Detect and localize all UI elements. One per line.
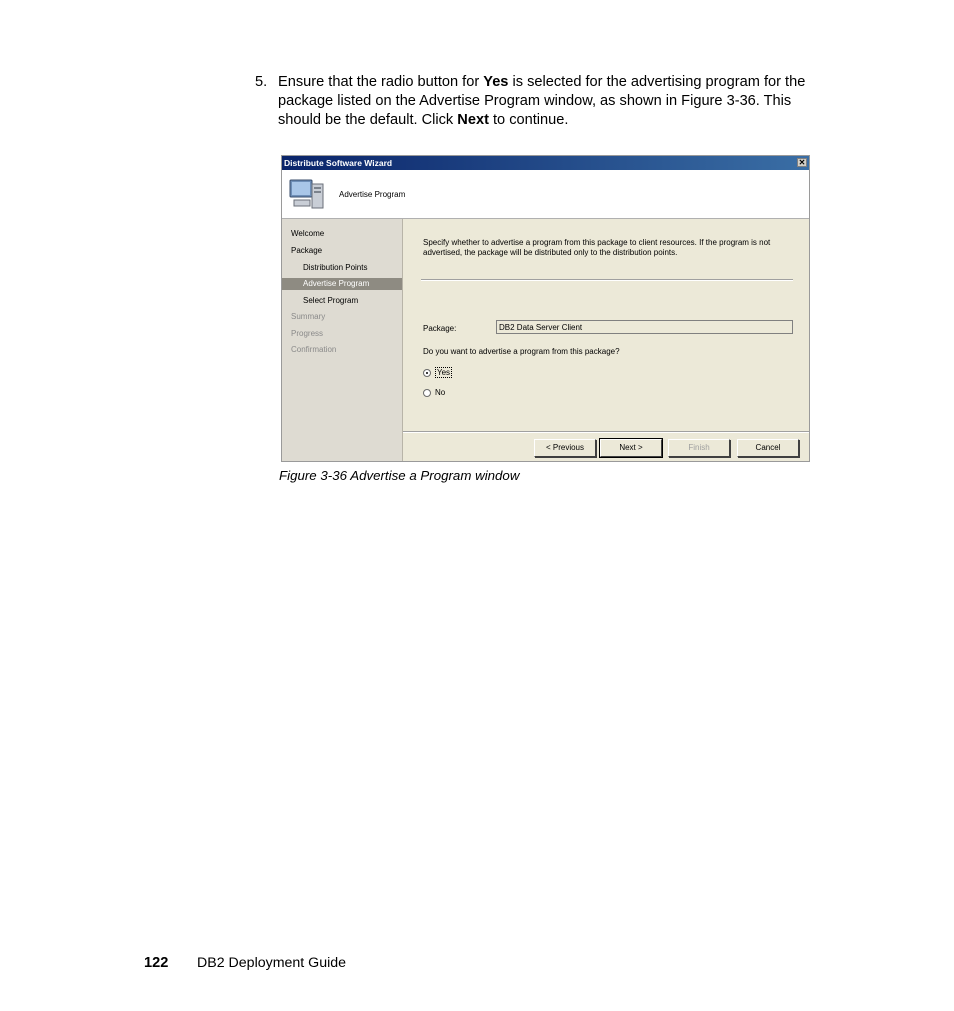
sidebar-item-welcome: Welcome bbox=[291, 229, 325, 238]
header-title: Advertise Program bbox=[339, 190, 406, 199]
radio-no-indicator[interactable] bbox=[423, 389, 431, 397]
sidebar-item-select-program: Select Program bbox=[303, 296, 359, 305]
previous-button[interactable]: < Previous bbox=[534, 439, 596, 457]
sidebar-item-summary: Summary bbox=[291, 312, 326, 321]
wizard-header bbox=[282, 170, 809, 219]
advertise-question: Do you want to advertise a program from this package? bbox=[423, 347, 620, 356]
figure-caption: Figure 3-36 Advertise a Program window bbox=[279, 468, 520, 483]
step-text-part-1: Ensure that the radio button for bbox=[278, 74, 484, 90]
footer-title: DB2 Deployment Guide bbox=[197, 955, 347, 971]
radio-no-label: No bbox=[435, 388, 446, 397]
radio-yes-indicator[interactable] bbox=[423, 369, 431, 377]
step-number: 5. bbox=[255, 74, 268, 90]
button-bar-divider bbox=[403, 431, 810, 433]
sidebar-item-package: Package bbox=[291, 246, 323, 255]
wizard-window-screenshot bbox=[281, 155, 810, 462]
radio-yes[interactable] bbox=[423, 368, 452, 378]
finish-button: Finish bbox=[668, 439, 730, 457]
sidebar-item-progress: Progress bbox=[291, 329, 324, 338]
step-text-part-5: to continue. bbox=[488, 112, 569, 128]
window-title: Distribute Software Wizard bbox=[284, 158, 393, 168]
page-number: 122 bbox=[144, 955, 169, 971]
window-titlebar bbox=[282, 156, 809, 170]
divider bbox=[421, 279, 793, 281]
wizard-content bbox=[403, 219, 810, 462]
sidebar-item-distribution-points: Distribution Points bbox=[303, 263, 368, 272]
radio-no[interactable] bbox=[423, 388, 445, 398]
computer-icon bbox=[288, 176, 326, 212]
close-icon[interactable]: ✕ bbox=[798, 158, 806, 167]
sidebar-item-confirmation: Confirmation bbox=[291, 345, 337, 354]
wizard-sidebar bbox=[282, 219, 403, 462]
sidebar-item-advertise-program: Advertise Program bbox=[282, 278, 402, 290]
package-label: Package: bbox=[423, 324, 457, 333]
cancel-button[interactable]: Cancel bbox=[737, 439, 799, 457]
next-button[interactable]: Next > bbox=[600, 439, 662, 457]
step-text-next-bold: Next bbox=[457, 112, 489, 128]
step-text-yes-bold: Yes bbox=[483, 74, 509, 90]
step-text bbox=[278, 73, 818, 130]
step-text-part-3: is selected for the advertising program for the package listed on the Advertise Program window, as shown in Figure 3-36. This should be the default. Click bbox=[278, 74, 806, 128]
package-field: DB2 Data Server Client bbox=[496, 320, 793, 334]
description-text: Specify whether to advertise a program from this package to client resources. If the program is not advertised, the package will be distributed only to the distribution points. bbox=[423, 238, 771, 257]
radio-yes-label: Yes bbox=[437, 368, 451, 377]
